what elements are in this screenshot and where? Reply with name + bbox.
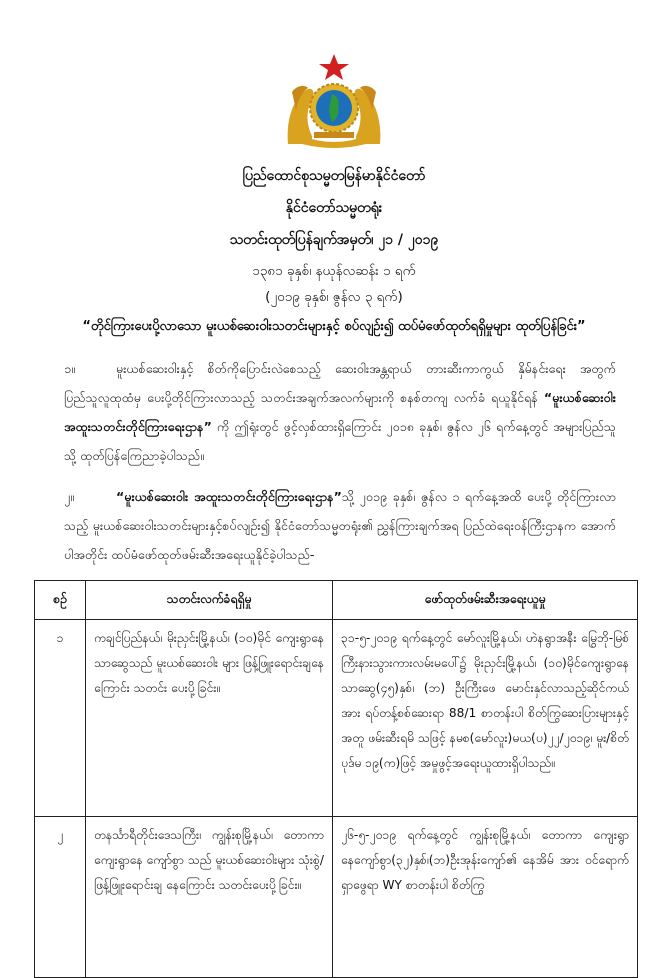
release-number: သတင်းထုတ်ပြန်ချက်အမှတ်၊ ၂၁ / ၂၀၁၉	[229, 232, 439, 248]
cell-info: ကချင်ပြည်နယ်၊ မိုးညှင်းမြို့နယ်၊ (၁၀)မိုင် ကျေးရွာနေ သာဆွေသည် မူးယစ်ဆေးဝါး များ ဖြန့်ဖြူးရောင်းချနေကြောင်း သတင်း ပေးပို့ခြင်း။	[86, 620, 333, 817]
seizure-table	[34, 580, 638, 978]
gregorian-date: (၂၀၁၉ ခုနှစ်၊ ဇွန်လ ၃ ရက်)	[265, 289, 403, 305]
table-row	[35, 817, 638, 978]
col-header-info: သတင်းလက်ခံရရှိမှု	[86, 581, 333, 620]
cell-action: ၂၆-၅-၂၀၁၉ ရက်နေ့တွင် ကျွန်းစုမြို့နယ်၊ တောကာ ကျေးရွာနေကျော်စွာ(၃၂)နှစ်၊(ဘ)ဦးအုန်းကျော်၏ နေအိမ် အား ဝင်ရောက်ရှာဖွေရာ WY စာတန်းပါ စိတ်ကြွ	[333, 817, 638, 978]
cell-action: ၃၁-၅-၂၀၁၉ ရက်နေ့တွင် မော်လူးမြို့နယ်၊ ဟဲနရွာအနီး မြွေဘို-မြစ်ကြီးနားသွားကားလမ်းမပေါ်၌ မိုးညှင်းမြို့နယ်၊ (၁၀)မိုင်ကျေးရွာနေ သာဆွေ(၄၅)နှစ်၊ (ဘ) ဦးကြီးဖေ မောင်းနှင်လာသည့်ဆိုင်ကယ်အား ရပ်တန့်စစ်ဆေးရာ 88/1 စာတန်းပါ စိတ်ကြွဆေးပြားများနှင့်အတူ ဖမ်းဆီးရမိ သဖြင့် နမစ(မော်လူး)မယ(ပ)၂၂/၂၀၁၉၊ မူး/စိတ်ပုဒ်မ ၁၉(က)ဖြင့် အမှုဖွင့်အရေးယူထားရှိပါသည်။	[333, 620, 638, 817]
paragraph-emphasis: “မူးယစ်ဆေးဝါး အထူးသတင်းတိုင်ကြားရေးဌာန”	[116, 489, 342, 504]
cell-no: ၂	[35, 817, 86, 978]
paragraph-number: ၁။	[64, 361, 75, 376]
paragraph-text: မူးယစ်ဆေးဝါးနှင့် စိတ်ကိုပြောင်းလဲစေသည့် ဆေးဝါးအန္တရာယ် တားဆီးကာကွယ် နှိမ်နင်းရေး အတွက် ပြည်သူလူထုထံမှ ပေးပို့တိုင်ကြားလာသည့် သတင်းအချက်အလက်များကို စနစ်တကျ လက်ခံ ရယူနိုင်ရန်	[64, 361, 616, 405]
cell-no: ၁	[35, 620, 86, 817]
col-header-no: စဉ်	[35, 581, 86, 620]
office-name: နိုင်ငံတော်သမ္မတရုံး	[285, 200, 383, 216]
paragraph-number: ၂။	[64, 489, 74, 504]
cell-info: တနင်္သာရီတိုင်းဒေသကြီး၊ ကျွန်းစုမြို့နယ်၊ တောကာကျေးရွာနေ ကျော်စွာ သည် မူးယစ်ဆေးဝါးများ သုံးစွဲ/ဖြန့်ဖြူးရောင်းချ နေကြောင်း သတင်းပေးပို့ခြင်း။	[86, 817, 333, 978]
paragraph-text: ကို ဤရုံးတွင် ဖွင့်လှစ်ထားရှိကြောင်း ၂၀၁၈ ခုနှစ်၊ ဇွန်လ ၂၆ ရက်နေ့တွင် အများပြည်သူသို့ ထုတ်ပြန်ကြေညာခဲ့ပါသည်။	[64, 419, 616, 463]
myanmar-date: ၁၃၈၁ ခုနှစ်၊ နယုန်လဆန်း ၁ ရက်	[252, 263, 416, 279]
paragraph-emphasis: “မူးယစ်ဆေးဝါး အထူးသတင်းတိုင်ကြားရေးဌာန”	[64, 390, 616, 434]
government-name: ပြည်ထောင်စုသမ္မတမြန်မာနိုင်ငံတော်	[242, 168, 426, 184]
release-headline: “တိုင်ကြားပေးပို့လာသော မူးယစ်ဆေးဝါးသတင်းများနှင့် စပ်လျဉ်း၍ ထပ်မံဖော်ထုတ်ရရှိမှုများ ထုတ်ပြန်ခြင်း”	[82, 319, 586, 334]
table-row	[35, 620, 638, 817]
col-header-action: ဖော်ထုတ်ဖမ်းဆီးအရေးယူမှု	[333, 581, 638, 620]
paragraph-text: သို့ ၂၀၁၉ ခုနှစ်၊ ဇွန်လ ၁ ရက်နေ့အထိ ပေးပို့ တိုင်ကြားလာသည့် မူးယစ်ဆေးဝါးသတင်းများနှင့်စပ်လျဉ်း၍ နိုင်ငံတော်သမ္မတရုံး၏ ညွှန်ကြားချက်အရ ပြည်ထဲရေးဝန်ကြီးဌာနက အောက်ပါအတိုင်း ထပ်မံဖော်ထုတ်ဖမ်းဆီးအရေးယူနိုင်ခဲ့ပါသည်-	[64, 489, 617, 562]
state-seal-emblem	[282, 52, 386, 150]
paragraph-2	[64, 482, 616, 569]
paragraph-1	[64, 354, 616, 470]
table-header-row	[35, 581, 638, 620]
